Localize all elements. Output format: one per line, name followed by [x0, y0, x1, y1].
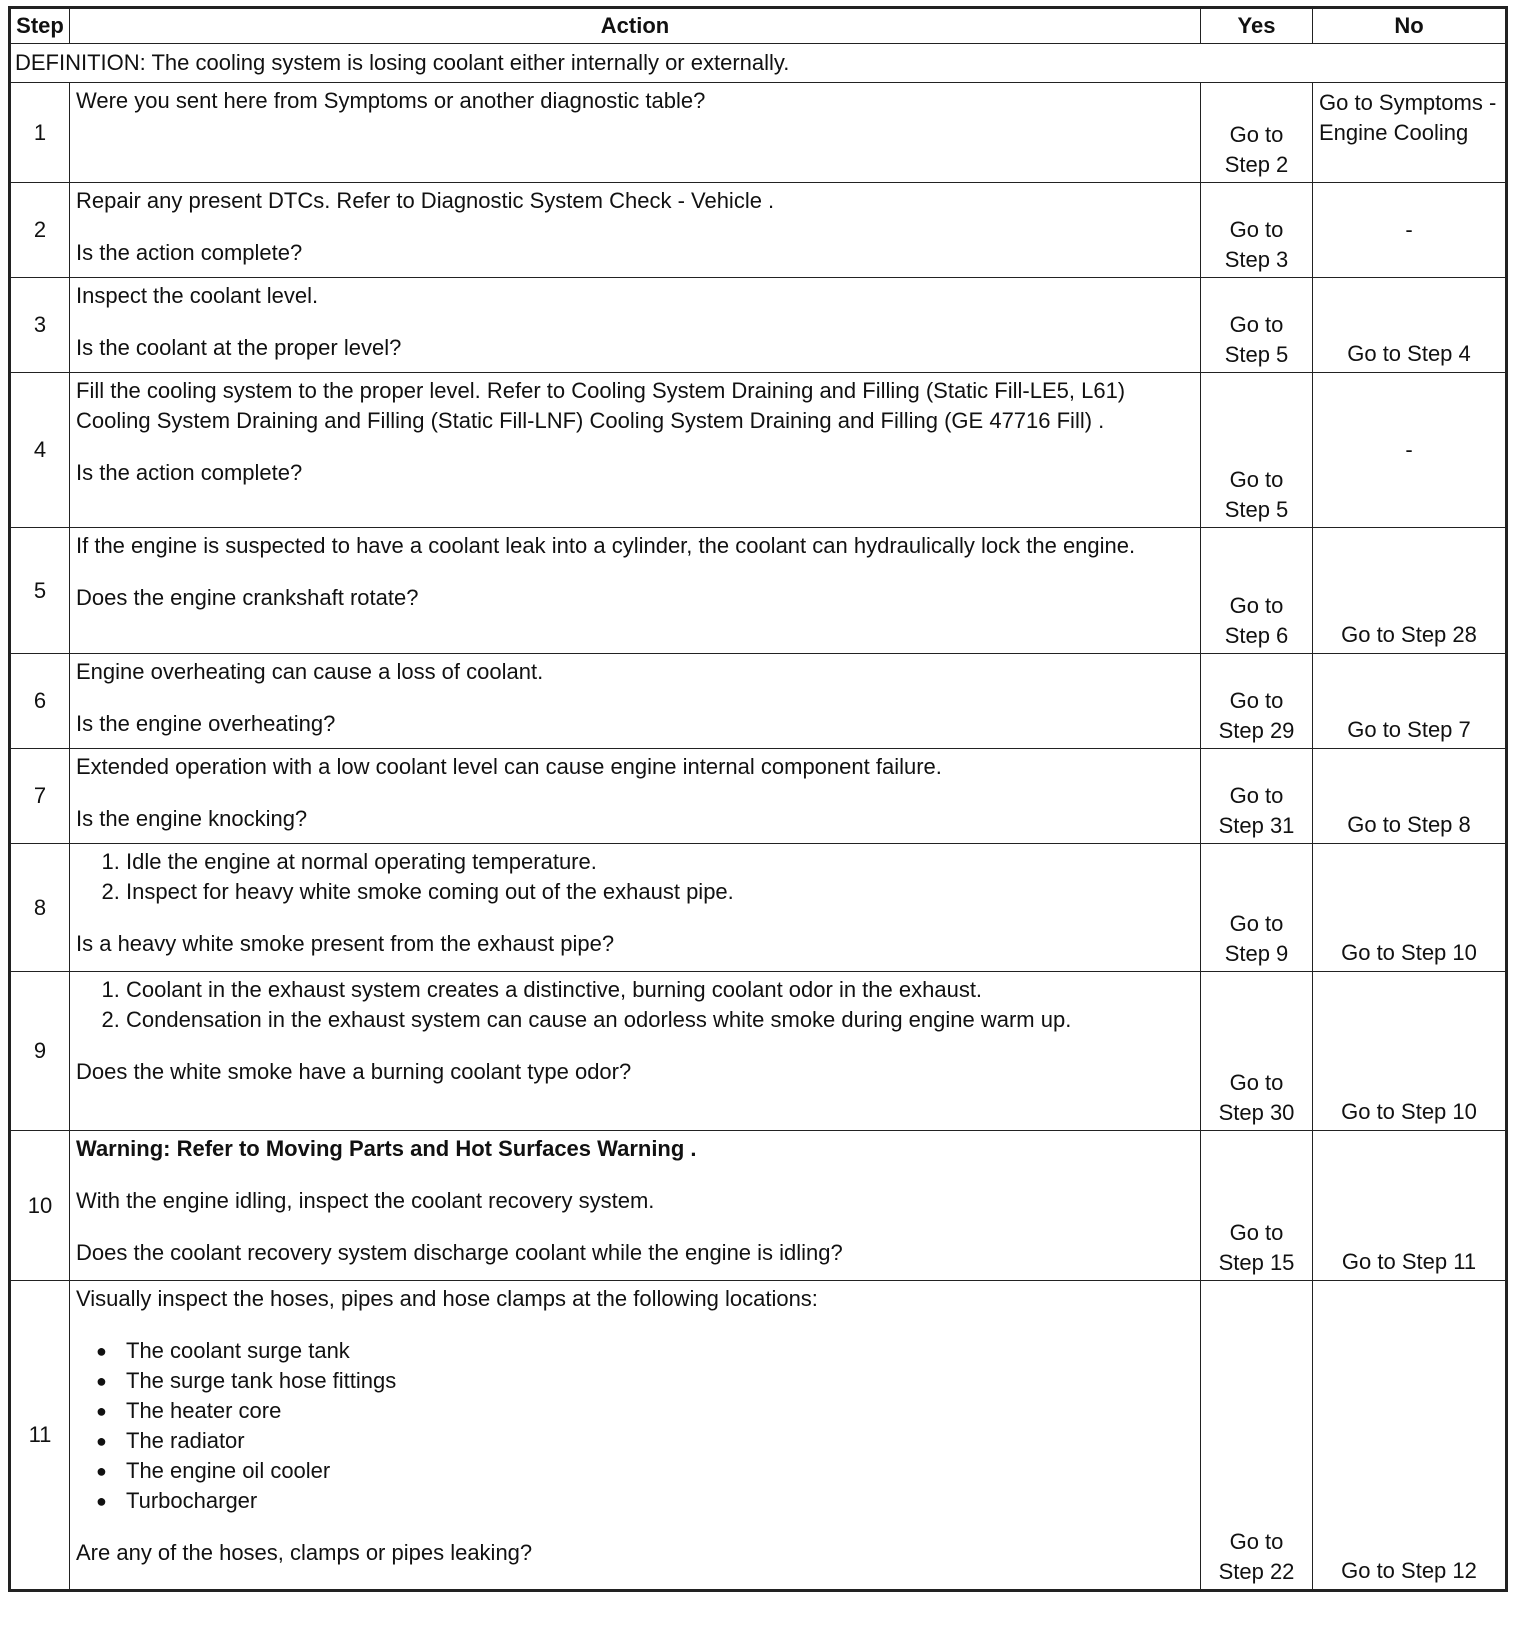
- yes-cell: Go to Step 31: [1201, 749, 1313, 844]
- yes-cell: Go to Step 5: [1201, 373, 1313, 528]
- list-item: 2. Condensation in the exhaust system can cause an odorless white smoke during engine warm up.: [126, 1005, 1194, 1035]
- question-text: Is a heavy white smoke present from the exhaust pipe?: [76, 931, 615, 956]
- list-item: ● The surge tank hose fittings: [126, 1366, 1194, 1396]
- action-cell: [70, 844, 1201, 972]
- yes-cell: Go to Step 15: [1201, 1131, 1313, 1281]
- action-text: Inspect the coolant level.: [76, 283, 319, 308]
- list-item: ● The coolant surge tank: [126, 1336, 1194, 1366]
- bullet-list: [76, 1336, 1194, 1516]
- action-text: Fill the cooling system to the proper level. Refer to Cooling System Draining and Filling (Static Fill-LE5, L61) Cooling System Draining and Filling (Static Fill-LNF) Cooling System Draining and Filling (GE 47716 Fill) .: [76, 378, 1126, 433]
- yes-cell: Go to Step 5: [1201, 278, 1313, 373]
- action-cell: [70, 1131, 1201, 1281]
- table-row: [10, 972, 1507, 1131]
- no-cell: Go to Step 28: [1313, 528, 1507, 654]
- action-cell: [70, 278, 1201, 373]
- table-row: [10, 844, 1507, 972]
- yes-cell: Go to Step 9: [1201, 844, 1313, 972]
- question-text: Is the coolant at the proper level?: [76, 335, 402, 360]
- step-number: 7: [10, 749, 70, 844]
- warning-text: Warning: Refer to Moving Parts and Hot Surfaces Warning .: [76, 1136, 697, 1161]
- question-text: Are any of the hoses, clamps or pipes leaking?: [76, 1540, 533, 1565]
- header-action: Action: [70, 8, 1201, 44]
- yes-cell: Go to Step 22: [1201, 1281, 1313, 1591]
- action-text: Repair any present DTCs. Refer to Diagnostic System Check - Vehicle .: [76, 188, 775, 213]
- table-row: [10, 528, 1507, 654]
- no-cell: Go to Step 10: [1313, 844, 1507, 972]
- no-cell: -: [1313, 373, 1507, 528]
- action-cell: [70, 528, 1201, 654]
- definition-row: [10, 44, 1507, 83]
- question-text: Is the engine knocking?: [76, 806, 308, 831]
- table-row: [10, 1131, 1507, 1281]
- action-text: Extended operation with a low coolant level can cause engine internal component failure.: [76, 754, 942, 779]
- action-cell: [70, 654, 1201, 749]
- numbered-list: [76, 975, 1194, 1035]
- no-cell: Go to Step 12: [1313, 1281, 1507, 1591]
- list-item: ● The radiator: [126, 1426, 1194, 1456]
- action-text: Engine overheating can cause a loss of coolant.: [76, 659, 544, 684]
- table-row: [10, 278, 1507, 373]
- table-row: [10, 654, 1507, 749]
- step-number: 2: [10, 183, 70, 278]
- no-cell: Go to Step 7: [1313, 654, 1507, 749]
- header-yes: Yes: [1201, 8, 1313, 44]
- yes-cell: Go to Step 2: [1201, 83, 1313, 183]
- table-row: [10, 183, 1507, 278]
- step-number: 8: [10, 844, 70, 972]
- question-text: Does the engine crankshaft rotate?: [76, 585, 419, 610]
- yes-cell: Go to Step 6: [1201, 528, 1313, 654]
- table-row: [10, 83, 1507, 183]
- list-item: ● Turbocharger: [126, 1486, 1194, 1516]
- action-text: Visually inspect the hoses, pipes and hose clamps at the following locations:: [76, 1286, 818, 1311]
- step-number: 9: [10, 972, 70, 1131]
- step-number: 3: [10, 278, 70, 373]
- header-step: Step: [10, 8, 70, 44]
- question-text: Is the action complete?: [76, 460, 303, 485]
- action-cell: [70, 373, 1201, 528]
- question-text: Does the white smoke have a burning coolant type odor?: [76, 1059, 632, 1084]
- list-item: 1. Idle the engine at normal operating temperature.: [126, 847, 1194, 877]
- diagnostic-table: [8, 6, 1508, 1592]
- no-cell: Go to Symptoms - Engine Cooling: [1313, 83, 1507, 183]
- step-number: 5: [10, 528, 70, 654]
- definition-text: DEFINITION: The cooling system is losing coolant either internally or externally.: [10, 44, 1507, 83]
- action-text: Were you sent here from Symptoms or another diagnostic table?: [76, 88, 706, 113]
- action-text: With the engine idling, inspect the coolant recovery system.: [76, 1188, 655, 1213]
- table-row: [10, 373, 1507, 528]
- step-number: 4: [10, 373, 70, 528]
- action-cell: [70, 183, 1201, 278]
- header-row: [10, 8, 1507, 44]
- question-text: Is the engine overheating?: [76, 711, 336, 736]
- list-item: ● The heater core: [126, 1396, 1194, 1426]
- question-text: Is the action complete?: [76, 240, 303, 265]
- action-cell: [70, 972, 1201, 1131]
- step-number: 10: [10, 1131, 70, 1281]
- yes-cell: Go to Step 29: [1201, 654, 1313, 749]
- step-number: 6: [10, 654, 70, 749]
- header-no: No: [1313, 8, 1507, 44]
- action-cell: [70, 1281, 1201, 1591]
- yes-cell: Go to Step 3: [1201, 183, 1313, 278]
- no-cell: Go to Step 8: [1313, 749, 1507, 844]
- no-cell: Go to Step 10: [1313, 972, 1507, 1131]
- no-cell: Go to Step 4: [1313, 278, 1507, 373]
- question-text: Does the coolant recovery system discharge coolant while the engine is idling?: [76, 1240, 843, 1265]
- no-cell: -: [1313, 183, 1507, 278]
- yes-cell: Go to Step 30: [1201, 972, 1313, 1131]
- step-number: 1: [10, 83, 70, 183]
- list-item: 2. Inspect for heavy white smoke coming out of the exhaust pipe.: [126, 877, 1194, 907]
- table-row: [10, 1281, 1507, 1591]
- no-cell: Go to Step 11: [1313, 1131, 1507, 1281]
- action-cell: [70, 83, 1201, 183]
- numbered-list: [76, 847, 1194, 907]
- step-number: 11: [10, 1281, 70, 1591]
- table-row: [10, 749, 1507, 844]
- list-item: ● The engine oil cooler: [126, 1456, 1194, 1486]
- action-cell: [70, 749, 1201, 844]
- action-text: If the engine is suspected to have a coolant leak into a cylinder, the coolant can hydraulically lock the engine.: [76, 533, 1136, 558]
- list-item: 1. Coolant in the exhaust system creates a distinctive, burning coolant odor in the exhaust.: [126, 975, 1194, 1005]
